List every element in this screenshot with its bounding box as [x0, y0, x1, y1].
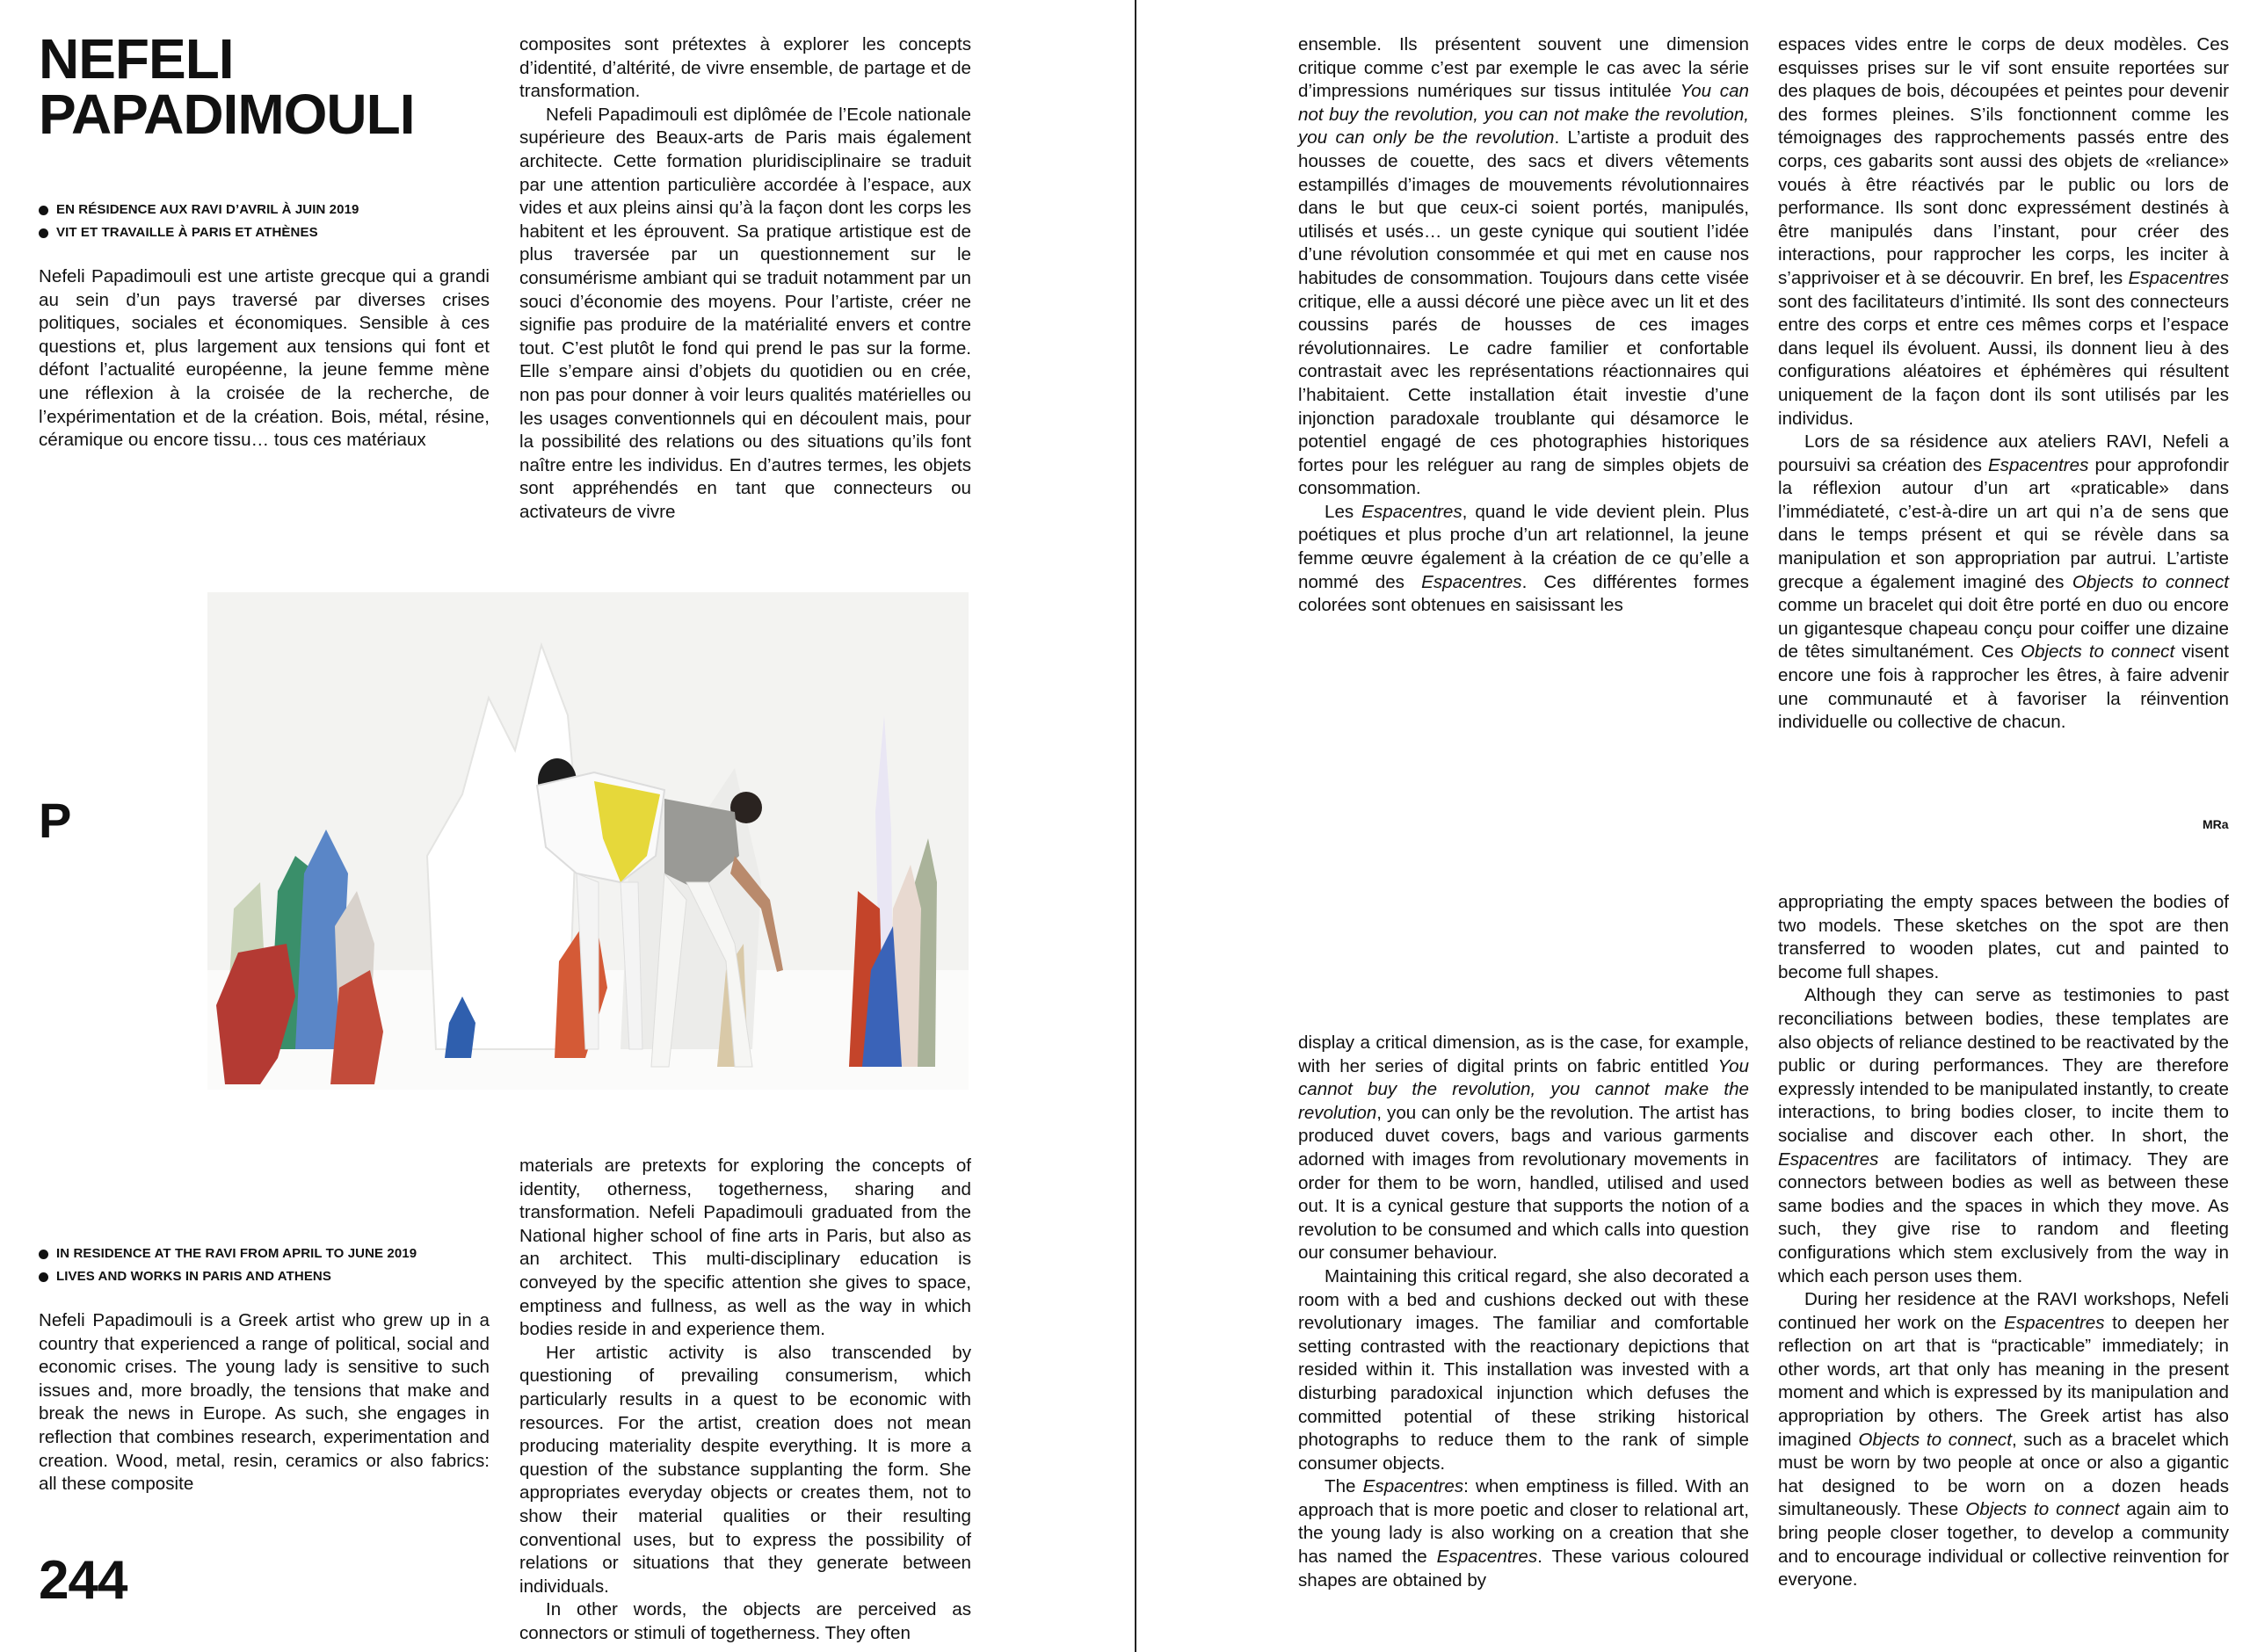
residency-dates-fr: EN RÉSIDENCE AUX RAVI D’AVRIL À JUIN 2019 — [39, 199, 496, 221]
paragraph: Maintaining this critical regard, she also decorated a room with a bed and cushions decked out with these revolutionary images. The familiar and comfortable setting contrasted with the reactionary depictions that resided within it. This installation was invested with a disturbing paradoxical injunction which defuses the committed potential of these striking historical photographs to reduce them to the rank of simple consumer objects. — [1298, 1265, 1749, 1474]
paragraph: Nefeli Papadimouli est diplômée de l’Ecole nationale supérieure des Beaux-arts de Paris mais également architecte. Cette formation pluridisciplinaire se traduit par une attention particulière accordée à l’espace, aux vides et aux pleins ainsi qu’à la façon dont les corps les habitent et les éprouvent. Sa pratique artistique est de plus traversée par un questionnement sur le consumérisme ambiant qui se traduit notamment par un souci d’économie des moyens. Pour l’artiste, créer ne signifie pas produire de la matérialité envers et contre tout. C’est plutôt le fond qui prend le pas sur la forme. Elle s’empare ainsi d’objets du quotidien ou en crée, non pas pour donner à voir leurs qualités matérielles ou les usages conventionnels qui en découlent mais, pour la possibilité des relations ou des situations qu’ils font naître entre les individus. En d’autres termes, les objets sont appréhendés en tant que connecteurs ou activateurs de vivre — [519, 104, 971, 522]
paragraph: Her artistic activity is also transcended by questioning of prevailing consumerism, which particularly results in a quest to be economic with resources. For the artist, creation does not mean producing materiality despite everything. It is more a question of the substance supplanting the form. She appropriates everyday objects or creates them, not to show their material qualities or their resulting conventional uses, but to express the possibility of relations or situations that they generate between individuals. — [519, 1342, 971, 1597]
paragraph: Although they can serve as testimonies to past reconciliations between bodies, these templates are also objects of reliance destined to be reactivated by the public or during performances. They are therefore expressly intended to be manipulated instantly, to create interactions, to bring bodies closer, to incite them to socialise and discover each other. In short, the Espacentres are facilitators of intimacy. They are connectors between bodies as well as between these same bodies and the spaces in which they move. As such, they give rise to random and fleeting configurations which stem exclusively from the way in which each person uses them. — [1778, 985, 2229, 1286]
author-signature: MRa — [2203, 817, 2229, 831]
location-fr: VIT ET TRAVAILLE À PARIS ET ATHÈNES — [39, 221, 496, 244]
french-column-4 — [1778, 33, 2229, 735]
french-column-3 — [1298, 33, 1749, 618]
residency-info-fr — [39, 199, 496, 244]
installation-photo — [207, 592, 969, 1090]
residency-info-en — [39, 1243, 496, 1288]
french-column-2 — [519, 33, 971, 524]
section-initial: P — [39, 793, 72, 848]
paragraph: In other words, the objects are perceived as connectors or stimuli of togetherness. They often — [519, 1599, 971, 1643]
spread-gutter-line — [1135, 0, 1136, 1652]
paragraph: display a critical dimension, as is the case, for example, with her series of digital prints on fabric entitled You cannot buy the revolution, you cannot make the revolution, you can only be the revolution. The artist has produced duvet covers, bags and various garments adorned with images from revolutionary movements in order for them to be worn, handled, utilised and used out. It is a cynical gesture that supports the notion of a revolution to be consumed and which calls into question our consumer behaviour. — [1298, 1032, 1749, 1264]
artist-name-title — [39, 27, 496, 146]
paragraph: Les Espacentres, quand le vide devient plein. Plus poétiques et plus proche d’un art relationnel, la jeune femme œuvre également à la création de ce qu’elle a nommé des Espacentres. Ces différentes formes colorées sont obtenues en saisissant les — [1298, 501, 1749, 616]
page-number: 244 — [39, 1550, 127, 1611]
french-column-1 — [39, 265, 490, 453]
paragraph: Nefeli Papadimouli is a Greek artist who grew up in a country that experienced a range of political, social and economic crises. The young lady is sensitive to such issues and, more broadly, the tensions that make and break the news in Europe. As such, she engages in reflection that combines research, experimentation and creation. Wood, metal, resin, ceramics or also fabrics: all these composite — [39, 1310, 490, 1495]
paragraph: composites sont prétextes à explorer les concepts d’identité, d’altérité, de vivre ensemble, de partage et de transformation. — [519, 34, 971, 102]
english-column-4 — [1778, 891, 2229, 1592]
english-column-3 — [1298, 1032, 1749, 1592]
photo-illustration — [207, 592, 969, 1090]
english-column-2 — [519, 1155, 971, 1645]
location-en: LIVES AND WORKS IN PARIS AND ATHENS — [39, 1265, 496, 1288]
residency-dates-en: IN RESIDENCE AT THE RAVI FROM APRIL TO JUNE 2019 — [39, 1243, 496, 1265]
paragraph: appropriating the empty spaces between the bodies of two models. These sketches on the spot are then transferred to wooden plates, cut and painted to become full shapes. — [1778, 892, 2229, 982]
title-line-1: NEFELI — [39, 27, 234, 91]
paragraph: During her residence at the RAVI workshops, Nefeli continued her work on the Espacentres to deepen her reflection on art that is “practicable” immediately; in other words, art that only has meaning in the present moment and which is expressed by its manipulation and appropriation by others. The Greek artist has also imagined Objects to connect, such as a bracelet which must be worn by two people at once or also a gigantic hat designed to be worn on a dozen heads simultaneously. These Objects to connect again aim to bring people closer together, to develop a community and to encourage individual or collective reinvention for everyone. — [1778, 1289, 2230, 1590]
paragraph: Nefeli Papadimouli est une artiste grecque qui a grandi au sein d’un pays traversé par diverses crises politiques, sociales et économiques. Sensible à ces questions et, plus largement aux tensions qui font et défont l’actualité européenne, la jeune femme mène une réflexion à la croisée de la recherche, de l’expérimentation et de la création. Bois, métal, résine, céramique ou encore tissu… tous ces matériaux — [39, 266, 490, 451]
paragraph: Lors de sa résidence aux ateliers RAVI, Nefeli a poursuivi sa création des Espacentres pour approfondir la réflexion autour d’un art «praticable» dans l’immédiateté, c’est-à-dire un art qui n’a de sens que dans le temps présent et qui se révèle dans sa manipulation et son appropriation par autrui. L’artiste grecque a également imaginé des Objects to connect comme un bracelet qui doit être porté en duo ou encore un gigantesque chapeau conçu pour coiffer une dizaine de têtes simultanément. Ces Objects to connect visent encore une fois à rapprocher les êtres, à faire advenir une communauté et à favoriser la réinvention individuelle ou collective de chacun. — [1778, 431, 2230, 733]
title-line-2: PAPADIMOULI — [39, 83, 415, 146]
paragraph: ensemble. Ils présentent souvent une dimension critique comme c’est par exemple le cas avec la série d’impressions numériques sur tissus intitulée You can not buy the revolution, you can not make the revolution, you can only be the revolution. L’artiste a produit des housses de couette, des sacs et divers vêtements estampillés d’images de mouvements révolutionnaires dans le but que ceux-ci soient portés, manipulés, utilisés et usés… un geste cynique qui soutient l’idée d’une révolution consommée et qui met en cause nos habitudes de consommation. Toujours dans cette visée critique, elle a aussi décoré une pièce avec un lit et des coussins parés de housses de ces images révolutionnaires. Le cadre familier et confortable contrastait avec les représentations réactionnaires qui l’habitaient. Cette installation était investie d’une injonction paradoxale troublante qui désamorce le potentiel engagé de ces photographies historiques fortes pour les reléguer au rang de simples objets de consommation. — [1298, 34, 1749, 499]
paragraph: materials are pretexts for exploring the concepts of identity, otherness, togetherness, sharing and transformation. Nefeli Papadimouli graduated from the National higher school of fine arts in Paris, but also as an architect. This multi-disciplinary education is conveyed by the specific attention she gives to space, emptiness and fullness, as well as the way in which bodies reside in and experience them. — [519, 1156, 971, 1340]
paragraph: The Espacentres: when emptiness is filled. With an approach that is more poetic and closer to relational art, the young lady is also working on a creation that she has named the Espacentres. These various coloured shapes are obtained by — [1298, 1476, 1749, 1590]
english-column-1 — [39, 1309, 490, 1496]
paragraph: espaces vides entre le corps de deux modèles. Ces esquisses prises sur le vif sont ensuite reportées sur des plaques de bois, découpées et peintes pour devenir des formes pleines. S’ils fonctionnent comme les témoignages des rapprochements passés entre des corps, ces gabarits sont aussi des objets de «reliance» voués à être réactivés par le public ou lors de performance. Ils sont donc expressément destinés à être manipulés dans l’instant, pour créer des interactions, pour rapprocher les corps, les inciter à s’apprivoiser et à se découvrir. En bref, les Espacentres sont des facilitateurs d’intimité. Ils sont des connecteurs entre des corps et entre ces mêmes corps et l’espace dans lequel ils évoluent. Aussi, ils donnent lieu à des configurations aléatoires et éphémères qui résultent uniquement de la façon dont ils sont utilisés par les individus. — [1778, 34, 2229, 429]
